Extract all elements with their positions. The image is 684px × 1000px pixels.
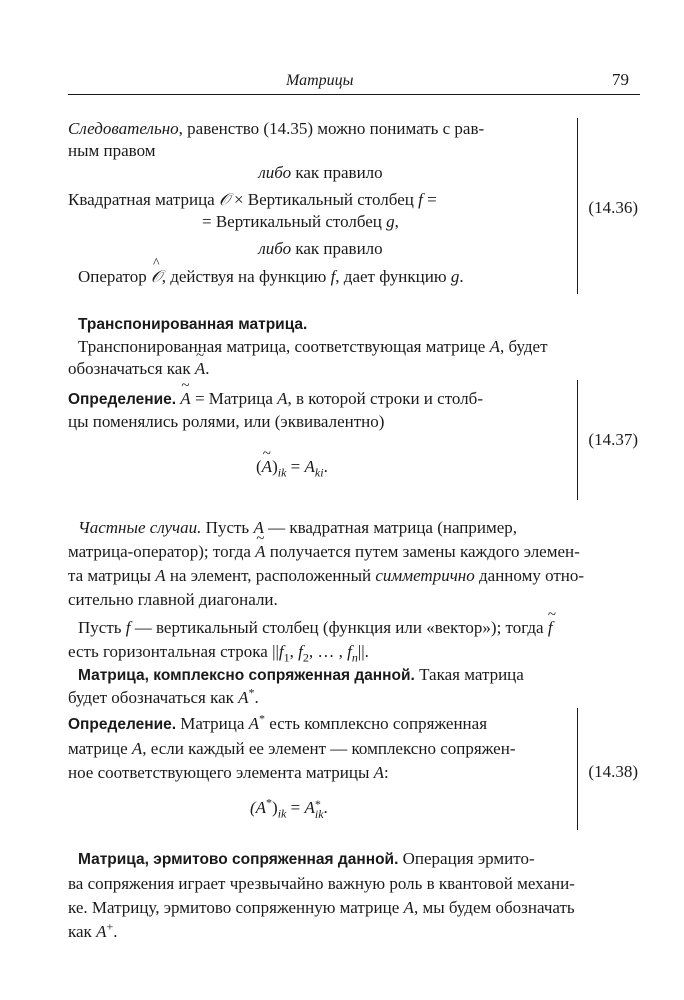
equation-number-14-38: (14.38)	[588, 762, 638, 781]
paragraph-consequently: Следовательно, равенство (14.35) можно понимать с рав- ным правом	[68, 119, 485, 160]
box1-line2: = Вертикальный столбец g,	[202, 212, 399, 231]
paragraph-transposed: Транспонированная матрица, соответствующая матрице A, будет обозначаться как ~ A.	[68, 336, 640, 380]
page-number: 79	[612, 70, 629, 89]
paragraph-hermitian-conjugate: Матрица, эрмитово сопряженная данной. Операция эрмито- ва сопряжения играет чрезвычайно важную роль в квантовой механи- ке. Матрицу, эрмитово сопряженную матрице A, мы будем обозначать как A+.	[68, 849, 575, 941]
header-rule	[68, 94, 640, 95]
box1-line3: Оператор ^ 𝒪, действуя на функцию f, дает функцию g.	[78, 266, 464, 288]
or-line: либо как правило	[258, 239, 383, 258]
running-title: Матрицы	[286, 72, 354, 89]
paragraph-complex-conjugate: Матрица, комплексно сопряженная данной. Такая матрица будет обозначаться как A*.	[68, 665, 524, 707]
box1-line1: Квадратная матрица 𝒪 × Вертикальный столбец f =	[68, 190, 437, 209]
heading-transposed: Транспонированная матрица.	[78, 316, 308, 333]
either-line: либо как правило	[258, 163, 383, 182]
formula-transpose: (~ $A)_{ik} = A_{ki}$.	[256, 456, 328, 478]
definition-transpose: Определение. ~ A = Матрица A, в которой строки и столб- цы поменялись ролями, или (эквивалентно)	[68, 388, 573, 433]
definition-conjugate: Определение. Матрица A* есть комплексно сопряженная матрице A, если каждый ее элемент — комплексно сопряжен- ное соответствующего элемента матрицы A:	[68, 711, 516, 782]
paragraph-special-cases: Частные случаи. Пусть A — квадратная матрица (например, матрица-оператор); тогда ~ A получается путем замены каждого элемен- та матрицы A на элемент, расположенный симметрично данному отно- сительно главной диагонали. Пусть f — вертикальный столбец (функция или «вектор»); тогда ~ f есть горизонтальная строка $||f_1$, $f_2$, … , $f_n||$.	[68, 517, 640, 663]
formula-conjugate: $(A^*)_{ik} = A$ * ik .	[250, 795, 328, 822]
equation-number-14-37: (14.37)	[588, 430, 638, 449]
equation-number-14-36: (14.36)	[588, 198, 638, 217]
